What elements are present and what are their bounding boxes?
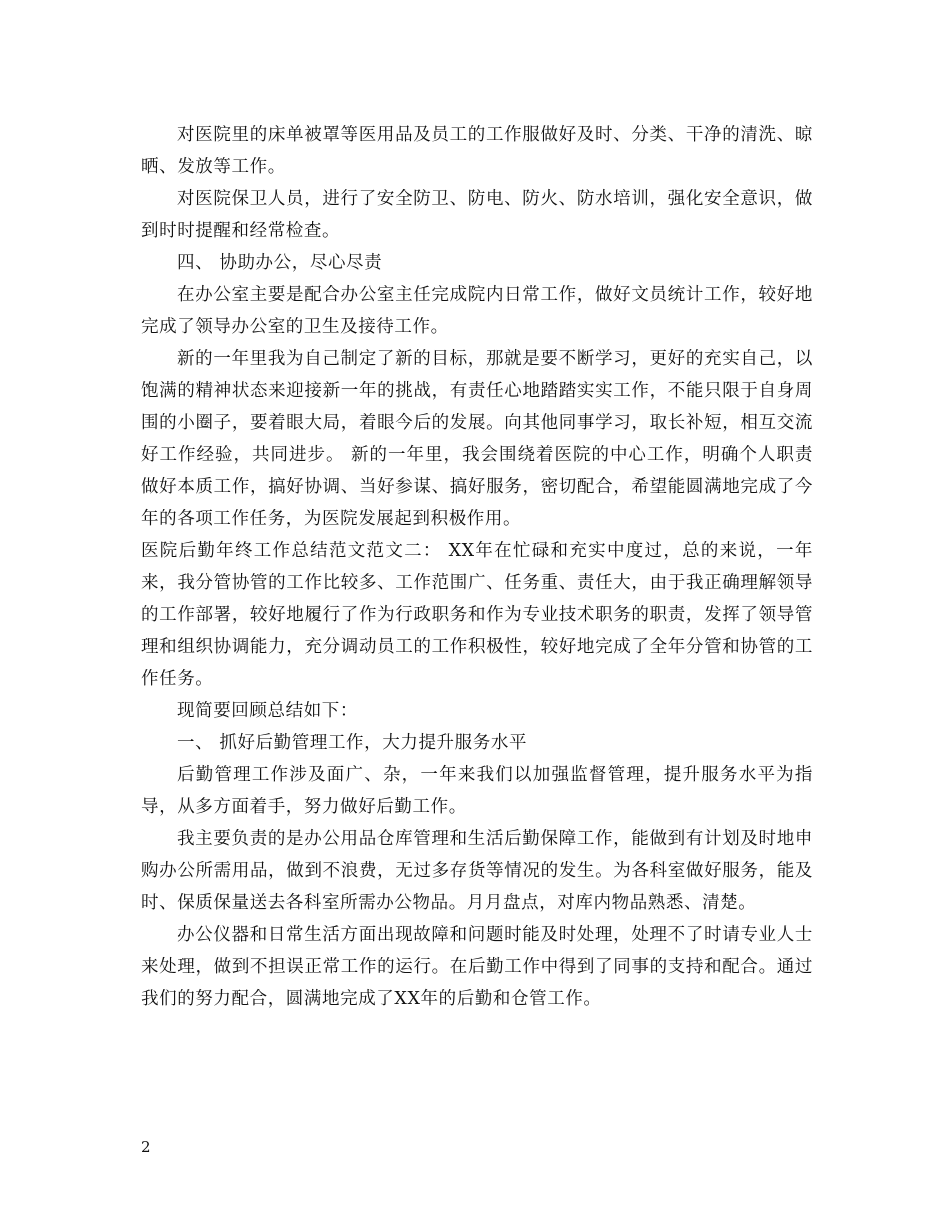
paragraph-sample-two-intro: 医院后勤年终工作总结范文范文二： XX年在忙碌和充实中度过，总的来说，一年来，我分管协管的工作比较多、工作范围广、任务重、责任大，由于我正确理解领导的工作部署，较好地履行了作为行政职务和作为专业技术职务的职责，发挥了领导管理和组织协调能力，充分调动员工的工作积极性，较好地完成了全年分管和协管的工作任务。 xyxy=(141,541,813,689)
section-heading-logistics: 一、 抓好后勤管理工作，大力提升服务水平 xyxy=(177,733,528,753)
paragraph-office-work: 在办公室主要是配合办公室主任完成院内日常工作，做好文员统计工作，较好地完成了领导办公室的卫生及接待工作。 xyxy=(141,285,813,337)
paragraph-laundry: 对医院里的床单被罩等医用品及员工的工作服做好及时、分类、干净的清洗、晾晒、发放等工作。 xyxy=(141,125,813,177)
paragraph-equipment-maintenance: 办公仪器和日常生活方面出现故障和问题时能及时处理，处理不了时请专业人士来处理，做到不担误正常工作的运行。在后勤工作中得到了同事的支持和配合。通过我们的努力配合，圆满地完成了XX年的后勤和仓管工作。 xyxy=(141,925,813,1009)
paragraph-security-training: 对医院保卫人员，进行了安全防卫、防电、防火、防水培训，强化安全意识，做到时时提醒和经常检查。 xyxy=(141,189,813,241)
paragraph-logistics-management: 后勤管理工作涉及面广、杂，一年来我们以加强监督管理，提升服务水平为指导，从多方面着手，努力做好后勤工作。 xyxy=(141,765,813,817)
page-number: 2 xyxy=(141,1138,151,1156)
section-heading-office-assist: 四、 协助办公，尽心尽责 xyxy=(177,253,383,273)
document-body xyxy=(141,119,813,1015)
paragraph-new-year-goals: 新的一年里我为自己制定了新的目标，那就是要不断学习，更好的充实自己，以饱满的精神状态来迎接新一年的挑战，有责任心地踏踏实实工作，不能只限于自身周围的小圈子，要着眼大局，着眼今后的发展。向其他同事学习，取长补短，相互交流好工作经验，共同进步。 新的一年里，我会围绕着医院的中心工作，明确个人职责做好本质工作，搞好协调、当好参谋、搞好服务，密切配合，希望能圆满地完成了今年的各项工作任务，为医院发展起到积极作用。 xyxy=(141,349,813,529)
paragraph-office-supplies: 我主要负责的是办公用品仓库管理和生活后勤保障工作，能做到有计划及时地申购办公所需用品，做到不浪费，无过多存货等情况的发生。为各科室做好服务，能及时、保质保量送去各科室所需办公物品。月月盘点，对库内物品熟悉、清楚。 xyxy=(141,829,813,913)
paragraph-review-intro: 现简要回顾总结如下： xyxy=(177,701,358,721)
